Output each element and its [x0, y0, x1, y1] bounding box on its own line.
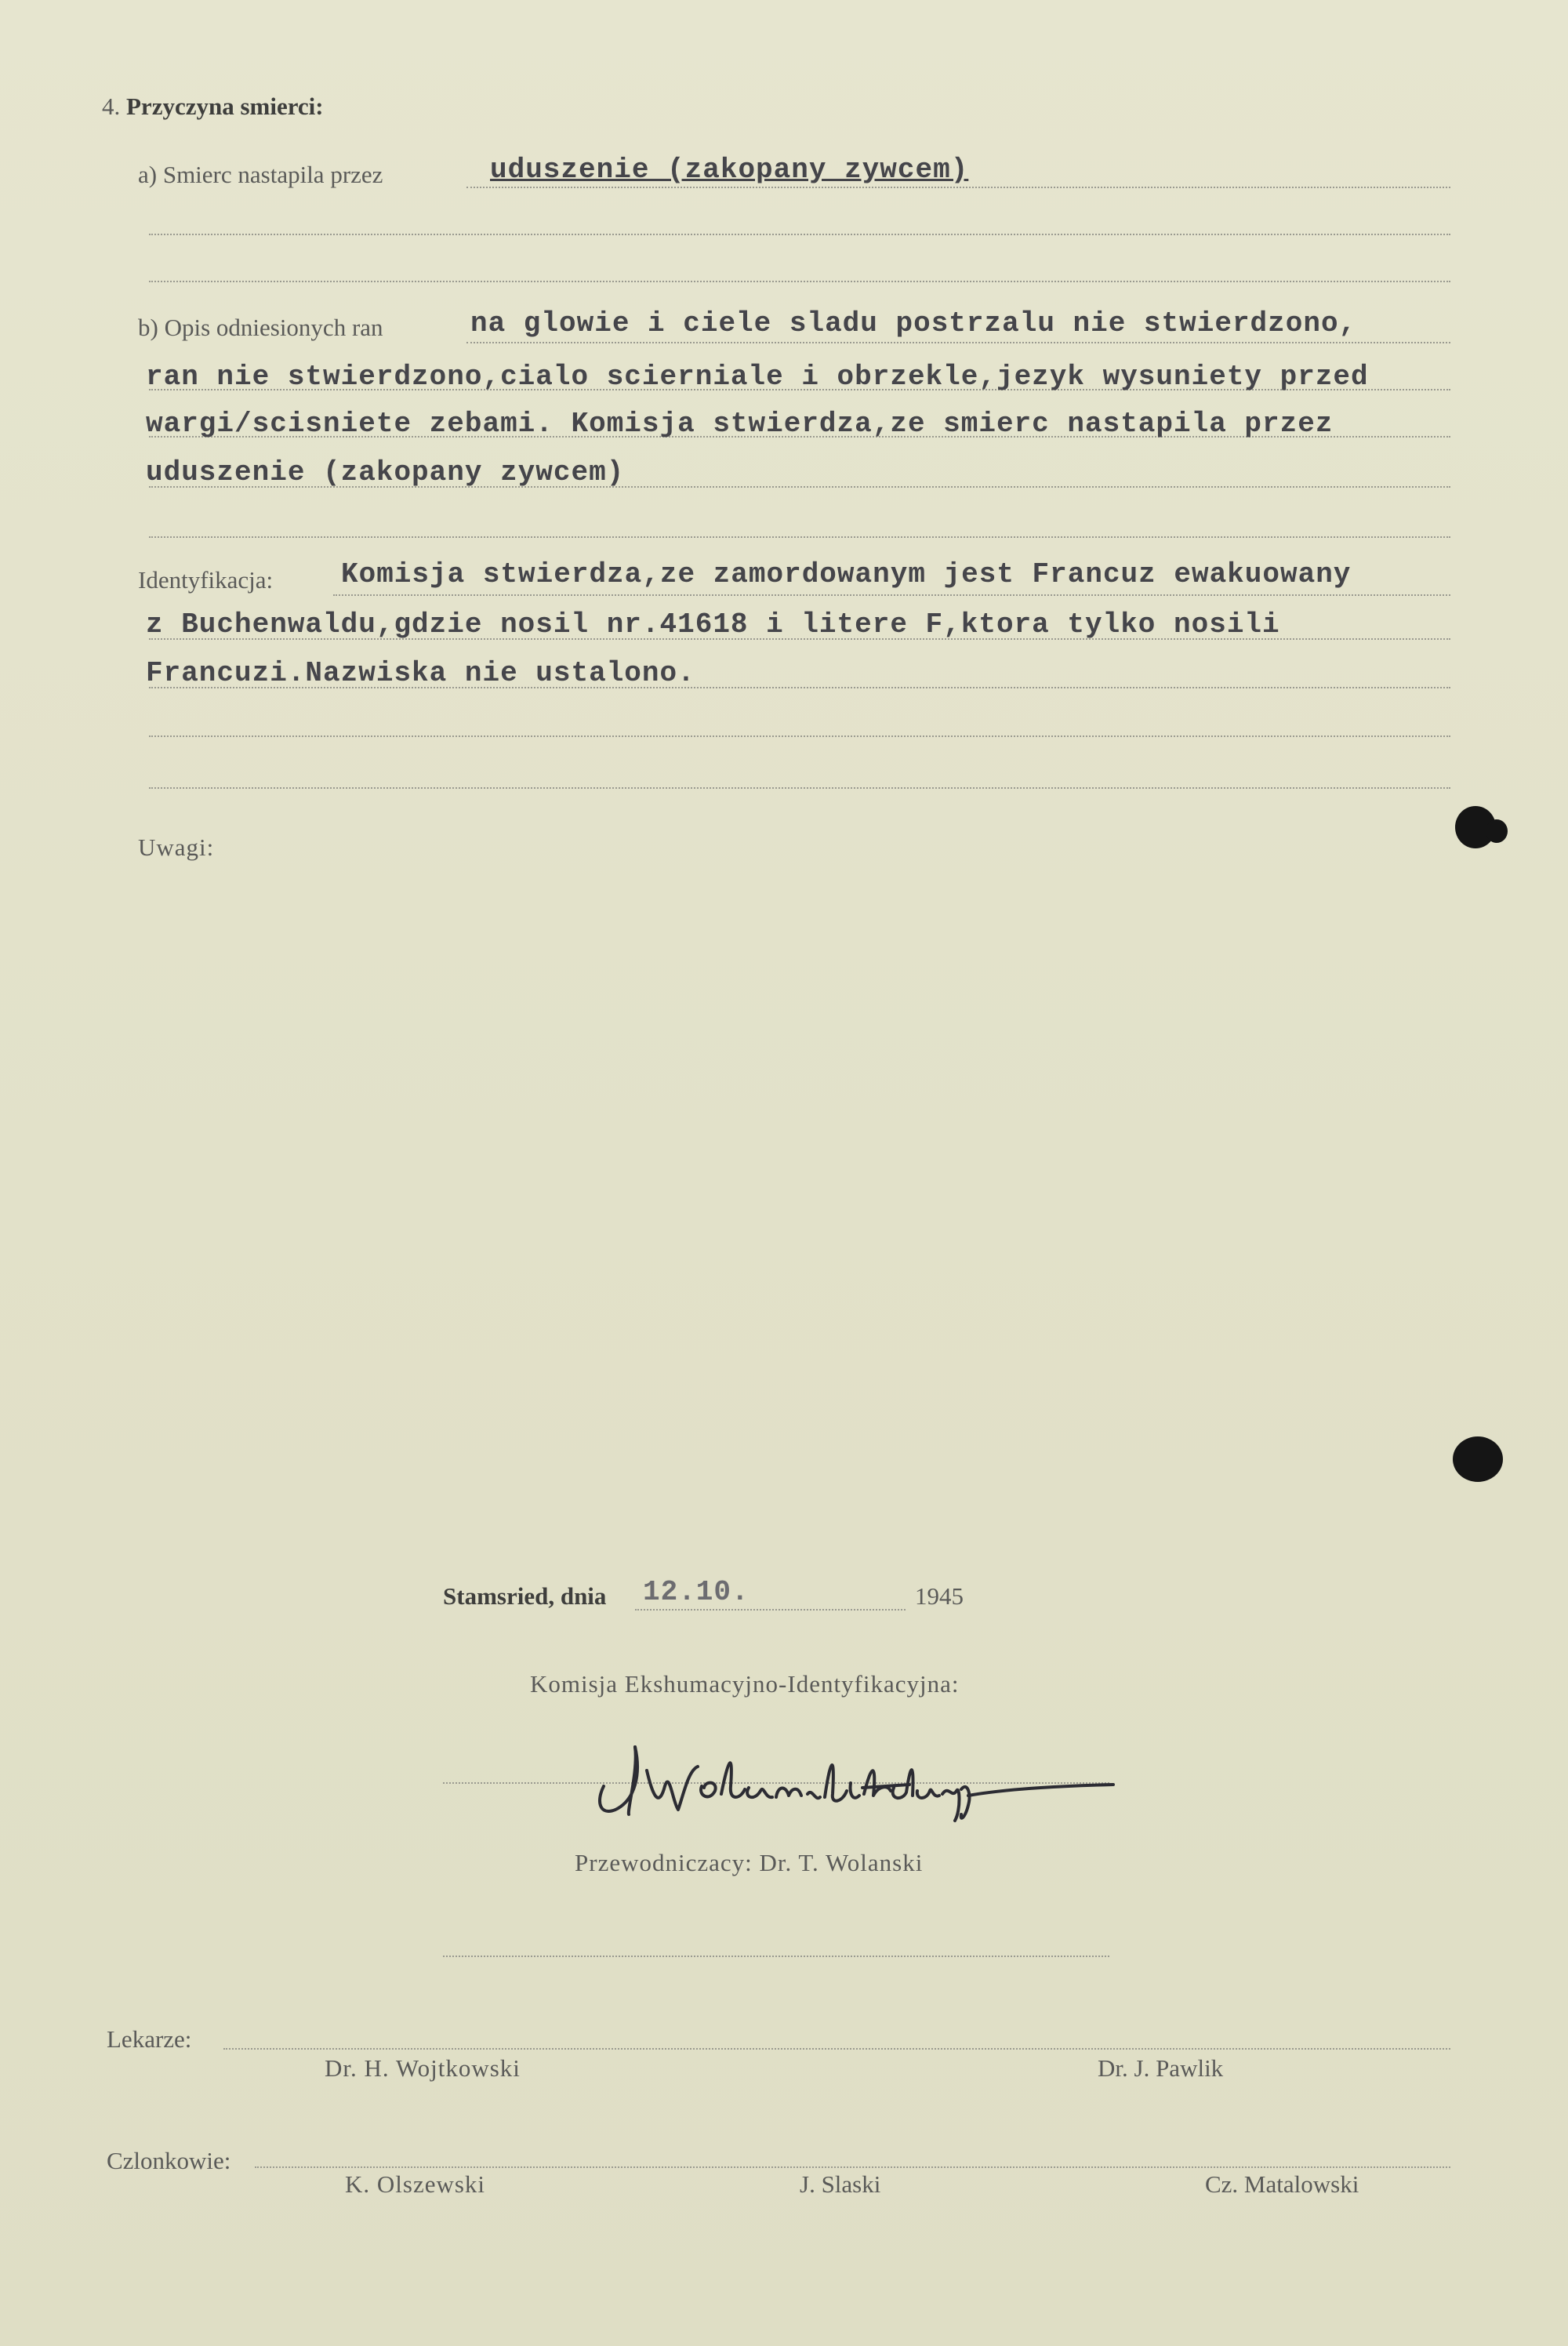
member-name-3: Cz. Matalowski: [1205, 2170, 1359, 2198]
chair-signature-image: [580, 1739, 1121, 1825]
doctor-name-1: Dr. H. Wojtkowski: [325, 2054, 521, 2082]
member-name-1: K. Olszewski: [345, 2170, 486, 2198]
members-dotted-line: [255, 2166, 1450, 2168]
year-value: 1945: [915, 1582, 964, 1610]
identification-line-2: z Buchenwaldu,gdzie nosil nr.41618 i litere F,ktora tylko nosili: [146, 608, 1280, 641]
date-dotted-line: [635, 1609, 906, 1611]
blank-dotted-line: [149, 735, 1450, 737]
blank-dotted-line: [149, 281, 1450, 282]
cause-dotted-line: [466, 187, 1450, 188]
section-heading: [102, 93, 324, 121]
doctors-label: Lekarze:: [107, 2025, 192, 2053]
doctor-name-2: Dr. J. Pawlik: [1098, 2054, 1224, 2082]
blank-dotted-line: [149, 787, 1450, 789]
ink-blot: [1453, 1436, 1503, 1482]
ink-blot: [1486, 819, 1508, 843]
commission-title: Komisja Ekshumacyjno-Identyfikacyjna:: [530, 1670, 960, 1698]
members-label: Czlonkowie:: [107, 2147, 231, 2174]
wounds-line-2: ran nie stwierdzono,cialo scierniale i obrzekle,jezyk wysuniety przed: [146, 361, 1369, 393]
member-name-2: J. Slaski: [800, 2170, 881, 2198]
wounds-line-4: uduszenie (zakopany zywcem): [146, 456, 625, 488]
wounds-label: b) Opis odniesionych ran: [138, 314, 383, 341]
remarks-label: Uwagi:: [138, 833, 215, 861]
wounds-line-3: wargi/scisniete zebami. Komisja stwierdza,ze smierc nastapila przez: [146, 408, 1334, 440]
blank-signature-line: [443, 1956, 1109, 1957]
identification-line-1: Komisja stwierdza,ze zamordowanym jest Francuz ewakuowany: [341, 558, 1352, 590]
chair-name: Przewodniczacy: Dr. T. Wolanski: [575, 1849, 924, 1876]
place-label: Stamsried, dnia: [443, 1582, 607, 1610]
blank-dotted-line: [149, 536, 1450, 538]
wounds-line-1: na glowie i ciele sladu postrzalu nie stwierdzono,: [470, 307, 1357, 340]
wounds-dotted-line: [466, 342, 1450, 343]
section-title: Przyczyna smierci:: [126, 93, 324, 120]
identification-label: Identyfikacja:: [138, 566, 274, 594]
cause-value: uduszenie (zakopany zywcem): [490, 154, 969, 186]
date-value: 12.10.: [643, 1576, 750, 1608]
identification-line-3: Francuzi.Nazwiska nie ustalono.: [146, 657, 695, 689]
identification-dotted-line: [333, 594, 1450, 596]
blank-dotted-line: [149, 234, 1450, 235]
cause-label: a) Smierc nastapila przez: [138, 161, 383, 188]
doctors-dotted-line: [223, 2048, 1450, 2050]
section-number: 4.: [102, 93, 121, 120]
